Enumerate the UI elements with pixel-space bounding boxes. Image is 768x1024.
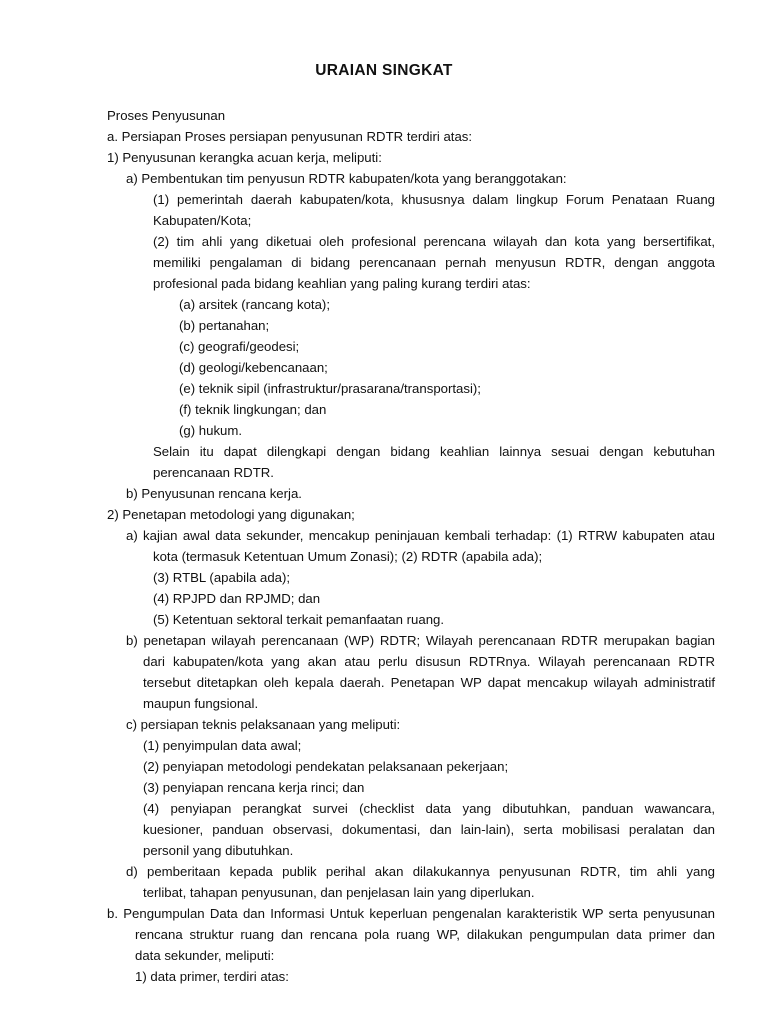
- page-title: URAIAN SINGKAT: [315, 62, 453, 79]
- text-line: b) penetapan wilayah perencanaan (WP) RDTR; Wilayah perencanaan RDTR merupakan bagian: [126, 633, 715, 648]
- text-line: profesional pada bidang keahlian yang paling kurang terdiri atas:: [153, 276, 531, 291]
- text-line: (4) penyiapan perangkat survei (checklist data yang dibutuhkan, panduan wawancara,: [143, 801, 715, 816]
- text-line: a) Pembentukan tim penyusun RDTR kabupaten/kota yang beranggotakan:: [126, 171, 567, 186]
- text-line: kuesioner, panduan observasi, dokumentasi, dan lain-lain), serta mobilisasi peralatan dan: [143, 822, 715, 837]
- text-line: 1) data primer, terdiri atas:: [135, 969, 289, 984]
- text-line: terlibat, tahapan penyusunan, dan penjelasan lain yang diperlukan.: [143, 885, 535, 900]
- text-line: Kabupaten/Kota;: [153, 213, 252, 228]
- text-line: (4) RPJPD dan RPJMD; dan: [153, 591, 321, 606]
- text-line: (5) Ketentuan sektoral terkait pemanfaatan ruang.: [153, 612, 445, 627]
- text-line: rencana struktur ruang dan rencana pola ruang WP, dilakukan pengumpulan data primer dan: [135, 927, 715, 942]
- text-line: (f) teknik lingkungan; dan: [179, 402, 327, 417]
- text-line: b. Pengumpulan Data dan Informasi Untuk keperluan pengenalan karakteristik WP serta penyusunan: [107, 906, 715, 921]
- text-line: dari kabupaten/kota yang akan atau perlu disusun RDTRnya. Wilayah perencanaan RDTR: [143, 654, 715, 669]
- text-line: (1) pemerintah daerah kabupaten/kota, khususnya dalam lingkup Forum Penataan Ruang: [153, 192, 715, 207]
- text-line: d) pemberitaan kepada publik perihal akan dilakukannya penyusunan RDTR, tim ahli yang: [126, 864, 715, 879]
- text-line: a) kajian awal data sekunder, mencakup peninjauan kembali terhadap: (1) RTRW kabupaten atau: [126, 528, 715, 543]
- text-line: (a) arsitek (rancang kota);: [179, 297, 330, 312]
- text-line: (e) teknik sipil (infrastruktur/prasarana/transportasi);: [179, 381, 481, 396]
- text-line: memiliki pengalaman di bidang perencanaan pernah menyusun RDTR, dengan anggota: [153, 255, 715, 270]
- text-line: (d) geologi/kebencanaan;: [179, 360, 328, 375]
- text-line: personil yang dibutuhkan.: [143, 843, 294, 858]
- text-line: Selain itu dapat dilengkapi dengan bidang keahlian lainnya sesuai dengan kebutuhan: [153, 444, 715, 459]
- text-line: tersebut ditetapkan oleh kepala daerah. Penetapan WP dapat mencakup wilayah administratif: [143, 675, 715, 690]
- text-line: 1) Penyusunan kerangka acuan kerja, meliputi:: [107, 150, 382, 165]
- text-line: a. Persiapan Proses persiapan penyusunan RDTR terdiri atas:: [107, 129, 473, 144]
- text-line: c) persiapan teknis pelaksanaan yang meliputi:: [126, 717, 401, 732]
- text-line: (g) hukum.: [179, 423, 243, 438]
- text-line: maupun fungsional.: [143, 696, 259, 711]
- text-line: Proses Penyusunan: [107, 108, 226, 123]
- text-line: data sekunder, meliputi:: [135, 948, 275, 963]
- text-line: (1) penyimpulan data awal;: [143, 738, 302, 753]
- text-line: b) Penyusunan rencana kerja.: [126, 486, 302, 501]
- text-line: perencanaan RDTR.: [153, 465, 274, 480]
- text-line: (3) penyiapan rencana kerja rinci; dan: [143, 780, 365, 795]
- text-line: 2) Penetapan metodologi yang digunakan;: [107, 507, 355, 522]
- text-line: (2) tim ahli yang diketuai oleh profesional perencana wilayah dan kota yang bersertifikat,: [153, 234, 715, 249]
- text-line: (c) geografi/geodesi;: [179, 339, 300, 354]
- text-line: (3) RTBL (apabila ada);: [153, 570, 291, 585]
- text-line: (2) penyiapan metodologi pendekatan pelaksanaan pekerjaan;: [143, 759, 509, 774]
- text-line: (b) pertanahan;: [179, 318, 270, 333]
- text-line: kota (termasuk Ketentuan Umum Zonasi); (2) RDTR (apabila ada);: [153, 549, 543, 564]
